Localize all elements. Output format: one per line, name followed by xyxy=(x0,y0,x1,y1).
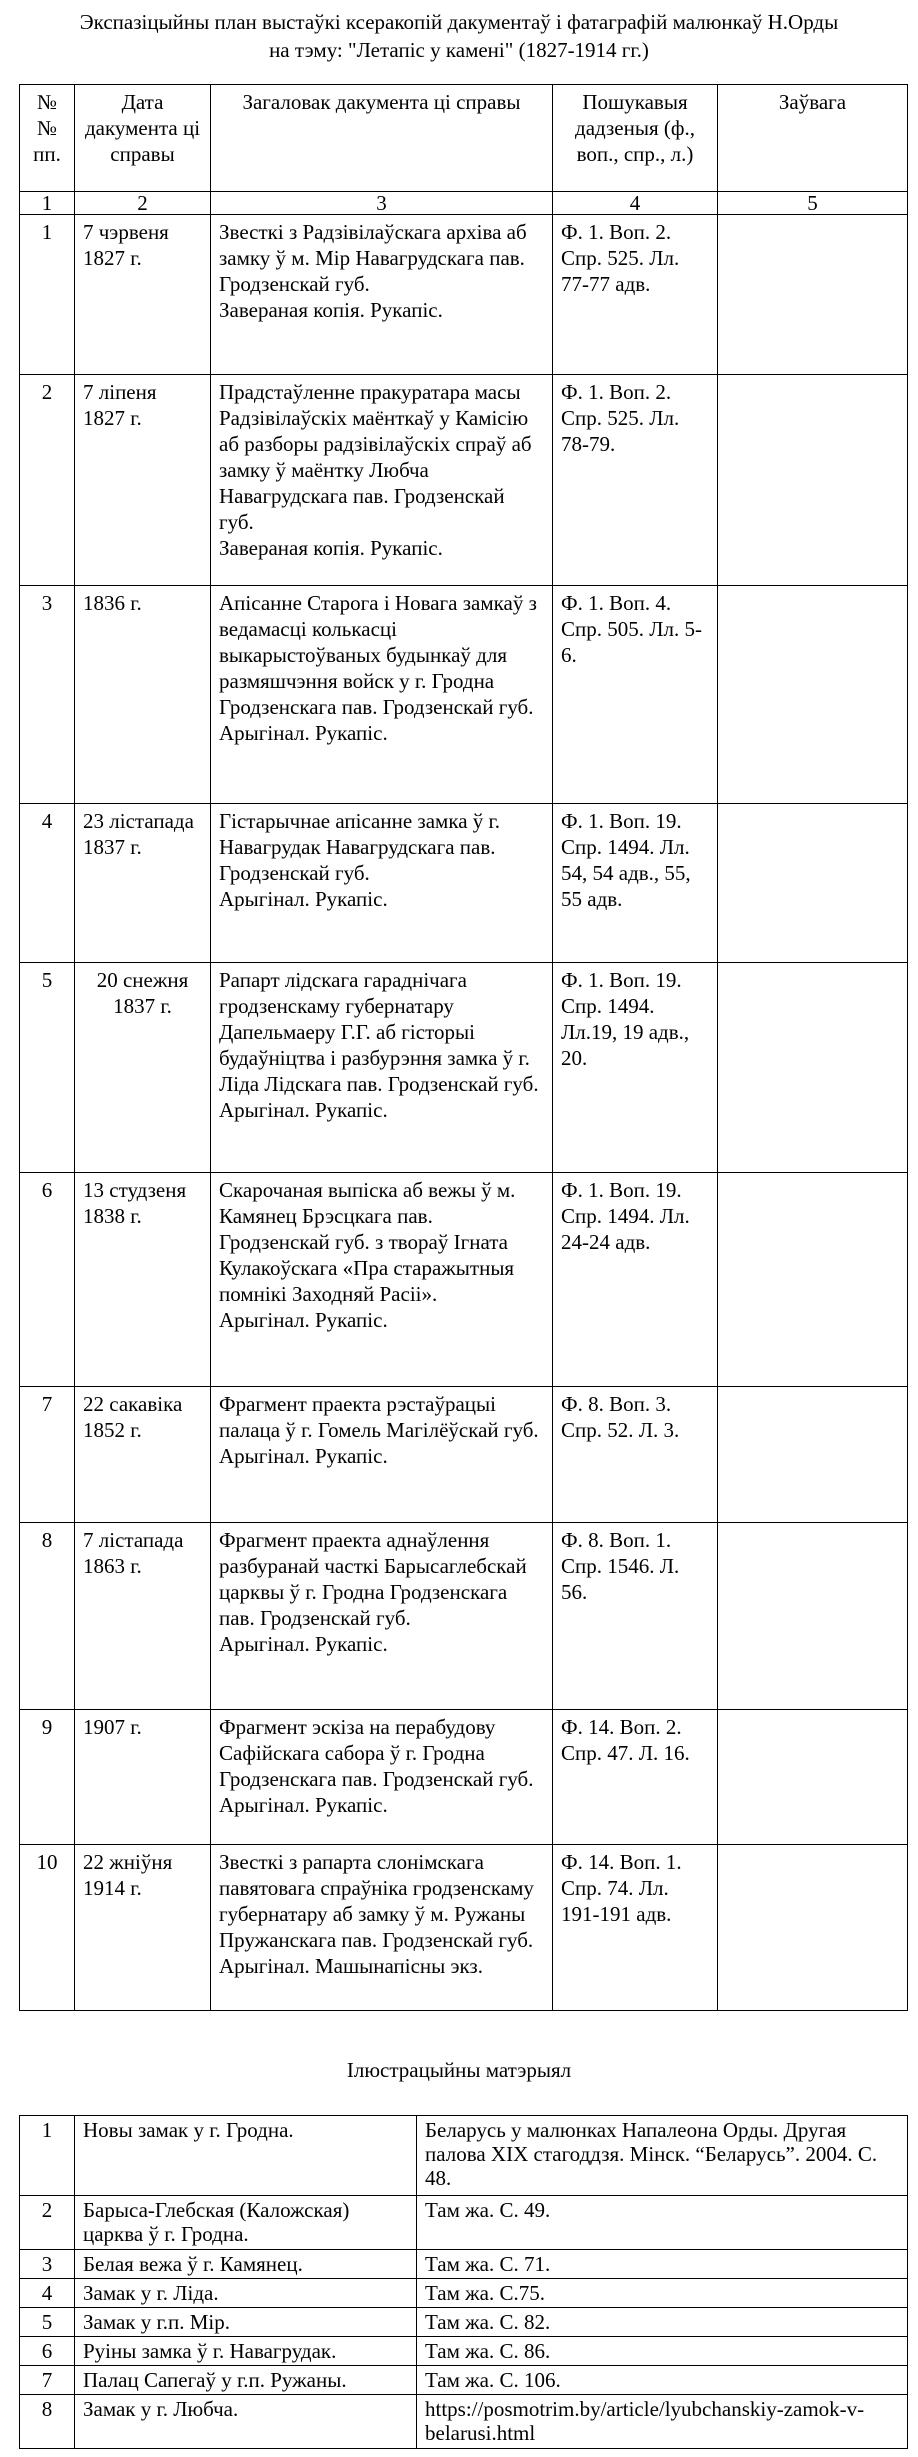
illustration-name: Новы замак у г. Гродна. xyxy=(75,2116,417,2196)
row-search-data: Ф. 1. Воп. 2. Спр. 525. Лл. 78-79. xyxy=(553,375,718,586)
row-title-text: Звесткі з Радзівілаўскага архіва аб замку ў м. Мір Навагрудскага пав. Гродзенскай губ. xyxy=(219,220,527,296)
illustration-name: Белая вежа ў г. Камянец. xyxy=(75,2250,417,2279)
table-row xyxy=(20,2366,908,2395)
table-row xyxy=(20,2279,908,2308)
row-note xyxy=(718,215,908,375)
row-search-data: Ф. 8. Воп. 1. Спр. 1546. Л. 56. xyxy=(553,1523,718,1710)
row-number: 3 xyxy=(20,586,75,804)
row-date: 1836 г. xyxy=(75,586,211,804)
column-number-row xyxy=(20,192,908,215)
row-title-text: Рапарт лідскага гараднічага гродзенскаму губернатару Дапельмаеру Г.Г. аб гісторыі будаўніцтва і разбурэння замка ў г. Ліда Лідскага пав. Гродзенскай губ. xyxy=(219,968,539,1096)
column-number: 5 xyxy=(718,192,908,215)
row-search-data: Ф. 1. Воп. 19. Спр. 1494. Лл.19, 19 адв., 20. xyxy=(553,963,718,1173)
row-number: 7 xyxy=(20,1387,75,1523)
column-number: 4 xyxy=(553,192,718,215)
illustration-number: 4 xyxy=(20,2279,75,2308)
row-title-note: Завераная копія. Рукапіс. xyxy=(219,536,443,560)
row-title-text: Фрагмент эскіза на перабудову Сафійскага сабора ў г. Гродна Гродзенскага пав. Гродзенскай губ. xyxy=(219,1715,534,1791)
illustration-number: 1 xyxy=(20,2116,75,2196)
row-note xyxy=(718,963,908,1173)
row-title-note: Арыгінал. Рукапіс. xyxy=(219,1793,388,1817)
row-title-note: Арыгінал. Рукапіс. xyxy=(219,1098,388,1122)
row-title xyxy=(211,586,553,804)
row-title xyxy=(211,963,553,1173)
row-note xyxy=(718,1710,908,1845)
column-number: 3 xyxy=(211,192,553,215)
row-note xyxy=(718,586,908,804)
illustration-name: Барыса-Глебская (Каложская) царква ў г. Гродна. xyxy=(75,2196,417,2250)
table-header-row xyxy=(20,85,908,192)
row-date: 7 ліпеня 1827 г. xyxy=(75,375,211,586)
row-title-text: Звесткі з рапарта слонімскага павятовага спраўніка гродзенскаму губернатару аб замку ў м. Ружаны Пружанскага пав. Гродзенскай губ. xyxy=(219,1850,534,1952)
row-number: 5 xyxy=(20,963,75,1173)
illustration-source: Там жа. С. 71. xyxy=(417,2250,908,2279)
illustration-source: Там жа. С. 82. xyxy=(417,2308,908,2337)
exhibition-plan-table xyxy=(19,84,908,2011)
illustration-source: Там жа. С.75. xyxy=(417,2279,908,2308)
table-row xyxy=(20,2308,908,2337)
illustration-number: 3 xyxy=(20,2250,75,2279)
row-note xyxy=(718,1173,908,1387)
row-date: 1907 г. xyxy=(75,1710,211,1845)
row-title-text: Прадстаўленне пракуратара масы Радзівілаўскіх маёнткаў у Камісію аб разборы радзівілаўскіх спраў аб замку ў маёнтку Любча Навагрудскага пав. Гродзенскай губ. xyxy=(219,380,532,534)
illustration-number: 8 xyxy=(20,2395,75,2449)
table-row xyxy=(20,1845,908,2011)
row-title-text: Фрагмент праекта аднаўлення разбуранай часткі Барысаглебскай царквы ў г. Гродна Гродзенскага пав. Гродзенскай губ. xyxy=(219,1528,527,1630)
illustration-name: Замак у г.п. Мір. xyxy=(75,2308,417,2337)
row-title xyxy=(211,1845,553,2011)
row-title-text: Скарочаная выпіска аб вежы ў м. Камянец Брэсцкага пав. Гродзенскай губ. з твораў Ігната Кулакоўскага «Пра старажытныя помнікі Заходняй Расіі». xyxy=(219,1178,516,1306)
row-note xyxy=(718,1523,908,1710)
illustration-source: Беларусь у малюнках Напалеона Орды. Другая палова XIX стагоддзя. Мінск. “Беларусь”. 2004. С. 48. xyxy=(417,2116,908,2196)
row-title-note: Арыгінал. Машынапісны экз. xyxy=(219,1954,483,1978)
row-number: 4 xyxy=(20,804,75,963)
illustration-source-link[interactable]: https://posmotrim.by/article/lyubchanskiy-zamok-v-belarusi.html xyxy=(417,2395,908,2449)
row-number: 6 xyxy=(20,1173,75,1387)
table-row xyxy=(20,1387,908,1523)
row-title-note: Завераная копія. Рукапіс. xyxy=(219,298,443,322)
row-search-data: Ф. 14. Воп. 2. Спр. 47. Л. 16. xyxy=(553,1710,718,1845)
table-row xyxy=(20,2395,908,2449)
row-title xyxy=(211,1710,553,1845)
row-search-data: Ф. 1. Воп. 19. Спр. 1494. Лл. 54, 54 адв., 55, 55 адв. xyxy=(553,804,718,963)
row-date: 7 лістапада 1863 г. xyxy=(75,1523,211,1710)
row-title-text: Апісанне Старога і Новага замкаў з ведамасці колькасці выкарыстоўваных будынкаў для размяшчэння войск у г. Гродна Гродзенскага пав. Гродзенскай губ. xyxy=(219,591,537,719)
row-title-note: Арыгінал. Рукапіс. xyxy=(219,1632,388,1656)
row-title-note: Арыгінал. Рукапіс. xyxy=(219,1444,388,1468)
row-search-data: Ф. 1. Воп. 19. Спр. 1494. Лл. 24-24 адв. xyxy=(553,1173,718,1387)
row-title-text: Гістарычнае апісанне замка ў г. Навагрудак Навагрудскага пав. Гродзенскай губ. xyxy=(219,809,501,885)
header-number: №№ пп. xyxy=(20,85,75,192)
table-row xyxy=(20,1173,908,1387)
illustration-number: 7 xyxy=(20,2366,75,2395)
title-line-1: Экспазіцыйны план выстаўкі ксеракопій дакументаў і фатаграфій малюнкаў Н.Орды xyxy=(79,10,839,34)
row-note xyxy=(718,1845,908,2011)
row-search-data: Ф. 8. Воп. 3. Спр. 52. Л. 3. xyxy=(553,1387,718,1523)
table-row xyxy=(20,963,908,1173)
row-title xyxy=(211,1173,553,1387)
row-date: 7 чэрвеня 1827 г. xyxy=(75,215,211,375)
row-search-data: Ф. 1. Воп. 2. Спр. 525. Лл. 77-77 адв. xyxy=(553,215,718,375)
table-row xyxy=(20,2196,908,2250)
row-note xyxy=(718,1387,908,1523)
row-title xyxy=(211,1523,553,1710)
illustration-number: 6 xyxy=(20,2337,75,2366)
table-row xyxy=(20,1710,908,1845)
row-date: 22 сакавіка 1852 г. xyxy=(75,1387,211,1523)
row-note xyxy=(718,375,908,586)
header-date: Дата дакумента ці справы xyxy=(75,85,211,192)
illustration-name: Палац Сапегаў у г.п. Ружаны. xyxy=(75,2366,417,2395)
row-number: 1 xyxy=(20,215,75,375)
row-number: 9 xyxy=(20,1710,75,1845)
row-title-note: Арыгінал. Рукапіс. xyxy=(219,1308,388,1332)
row-number: 8 xyxy=(20,1523,75,1710)
table-row xyxy=(20,375,908,586)
row-number: 2 xyxy=(20,375,75,586)
illustration-source: Там жа. С. 106. xyxy=(417,2366,908,2395)
illustration-source: Там жа. С. 49. xyxy=(417,2196,908,2250)
row-search-data: Ф. 1. Воп. 4. Спр. 505. Лл. 5-6. xyxy=(553,586,718,804)
column-number: 1 xyxy=(20,192,75,215)
row-title-text: Фрагмент праекта рэстаўрацыі палаца ў г. Гомель Магілёўскай губ. xyxy=(219,1392,539,1442)
illustration-name: Замак у г. Ліда. xyxy=(75,2279,417,2308)
row-number: 10 xyxy=(20,1845,75,2011)
row-title-note: Арыгінал. Рукапіс. xyxy=(219,721,388,745)
table-row xyxy=(20,804,908,963)
row-title-note: Арыгінал. Рукапіс. xyxy=(219,887,388,911)
row-title xyxy=(211,215,553,375)
illustration-name: Руіны замка ў г. Навагрудак. xyxy=(75,2337,417,2366)
title-line-2: на тэму: "Летапіс у камені" (1827-1914 гг.) xyxy=(269,38,649,62)
illustration-number: 5 xyxy=(20,2308,75,2337)
illustration-number: 2 xyxy=(20,2196,75,2250)
row-date: 23 лістапада 1837 г. xyxy=(75,804,211,963)
row-search-data: Ф. 14. Воп. 1. Спр. 74. Лл. 191-191 адв. xyxy=(553,1845,718,2011)
table-row xyxy=(20,2337,908,2366)
table-row xyxy=(20,1523,908,1710)
row-date: 13 студзеня 1838 г. xyxy=(75,1173,211,1387)
header-note: Заўвага xyxy=(718,85,908,192)
table-row xyxy=(20,2116,908,2196)
row-title xyxy=(211,375,553,586)
table-row xyxy=(20,215,908,375)
header-title: Загаловак дакумента ці справы xyxy=(211,85,553,192)
illustrations-title: Ілюстрацыйны матэрыял xyxy=(346,2058,572,2082)
illustrations-table xyxy=(19,2115,908,2449)
table-row xyxy=(20,2250,908,2279)
row-note xyxy=(718,804,908,963)
row-title xyxy=(211,1387,553,1523)
row-date: 20 снежня 1837 г. xyxy=(75,963,211,1173)
header-search-data: Пошукавыя дадзеныя (ф., воп., спр., л.) xyxy=(553,85,718,192)
illustration-source: Там жа. С. 86. xyxy=(417,2337,908,2366)
illustration-name: Замак у г. Любча. xyxy=(75,2395,417,2449)
document-title xyxy=(20,8,898,64)
row-date: 22 жніўня 1914 г. xyxy=(75,1845,211,2011)
table-row xyxy=(20,586,908,804)
row-title xyxy=(211,804,553,963)
column-number: 2 xyxy=(75,192,211,215)
